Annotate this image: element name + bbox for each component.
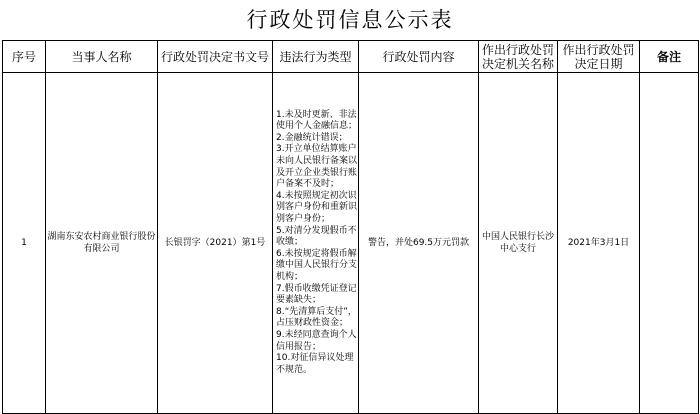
violation-item: 9.未经同意查询个人信用报告；: [276, 329, 357, 352]
violation-item: 10.对征信异议处理不规范。: [276, 353, 354, 375]
header-seq: 序号: [3, 41, 46, 73]
header-party: 当事人名称: [46, 41, 158, 73]
header-row: [3, 41, 699, 73]
table-row: [3, 73, 699, 414]
header-penalty: 行政处罚内容: [359, 41, 479, 73]
cell-seq: 1: [3, 73, 46, 414]
header-remark: 备注: [640, 41, 699, 73]
violation-item: 2.金融统计错误；: [276, 132, 348, 143]
header-decision-no: 行政处罚决定书文号: [158, 41, 273, 73]
violation-item: 7.假币收缴凭证登记要素缺失；: [276, 283, 357, 306]
cell-party: 湖南东安农村商业银行股份有限公司: [46, 73, 158, 414]
page-title: 行政处罚信息公示表: [246, 8, 454, 32]
violation-list: [273, 110, 358, 377]
violation-item: 1.未及时更新、非法使用个人金融信息；: [276, 109, 358, 132]
cell-decision-no: 长银罚字（2021）第1号: [158, 73, 273, 414]
cell-penalty: 警告，并处69.5万元罚款: [359, 73, 479, 414]
violation-item: 5.对清分发现假币不收缴；: [276, 225, 357, 248]
cell-authority: 中国人民银行长沙中心支行: [479, 73, 558, 414]
header-authority: 作出行政处罚决定机关名称: [479, 41, 558, 73]
cell-violations: [273, 73, 359, 414]
violation-item: 8.“先清算后支付”，占压财政性资金；: [276, 306, 357, 329]
cell-date: 2021年3月1日: [558, 73, 640, 414]
cell-remark: [640, 73, 699, 414]
violation-item: 4.未按照规定初次识别客户身份和重新识别客户身份；: [276, 190, 358, 225]
violation-item: 3.开立单位结算账户未向人民银行备案以及开立企业类银行账户备案不及时；: [276, 144, 358, 190]
header-date: 作出行政处罚决定日期: [558, 41, 640, 73]
header-violation-type: 违法行为类型: [273, 41, 359, 73]
violation-item: 6.未按规定将假币解缴中国人民银行分支机构；: [276, 248, 358, 282]
penalty-table: [2, 40, 699, 414]
